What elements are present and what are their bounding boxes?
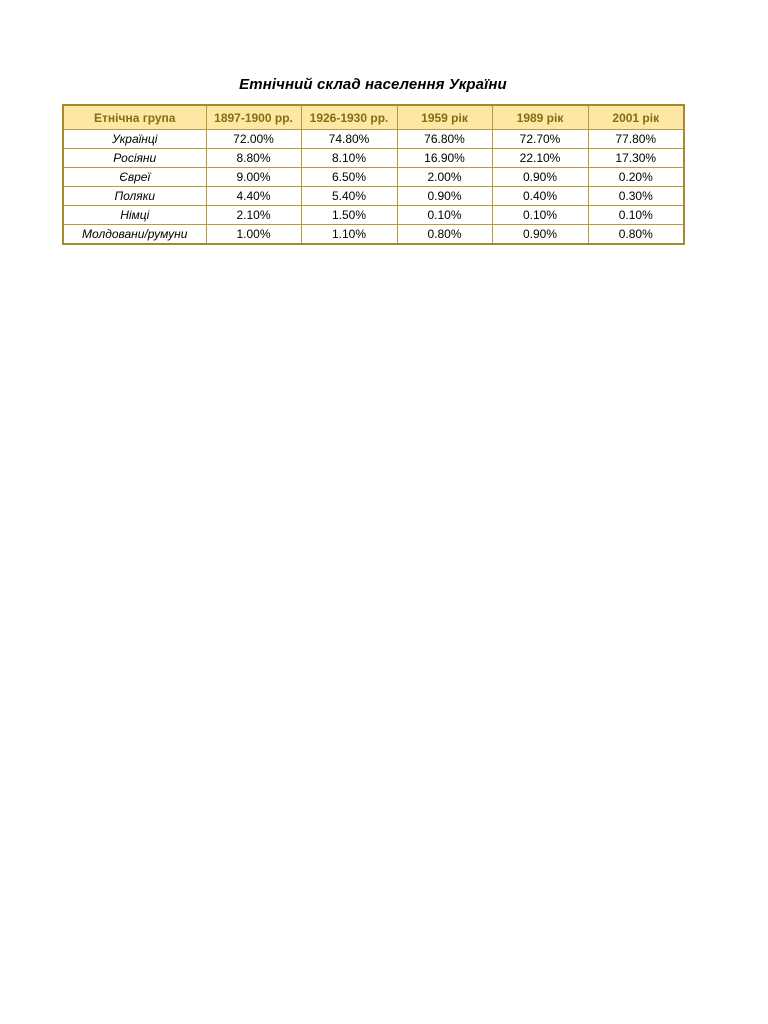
table-cell: 72.00% <box>206 130 301 149</box>
table-cell: 1.00% <box>206 225 301 245</box>
table-cell: 9.00% <box>206 168 301 187</box>
row-label: Українці <box>63 130 206 149</box>
table-row <box>63 130 684 149</box>
table-cell: 0.40% <box>492 187 588 206</box>
table-cell: 0.10% <box>492 206 588 225</box>
column-header: 2001 рік <box>588 105 684 130</box>
table-cell: 76.80% <box>397 130 492 149</box>
column-header: 1989 рік <box>492 105 588 130</box>
ethnic-composition-table <box>62 104 685 245</box>
row-label: Євреї <box>63 168 206 187</box>
column-header: 1897-1900 рр. <box>206 105 301 130</box>
table-row <box>63 149 684 168</box>
table-cell: 0.30% <box>588 187 684 206</box>
table-cell: 5.40% <box>301 187 397 206</box>
row-label: Поляки <box>63 187 206 206</box>
table-row <box>63 187 684 206</box>
table-cell: 8.10% <box>301 149 397 168</box>
table-cell: 16.90% <box>397 149 492 168</box>
table-row <box>63 206 684 225</box>
table-cell: 6.50% <box>301 168 397 187</box>
row-label: Німці <box>63 206 206 225</box>
row-label: Росіяни <box>63 149 206 168</box>
table-cell: 72.70% <box>492 130 588 149</box>
column-header-group: Етнічна група <box>63 105 206 130</box>
table-cell: 0.80% <box>397 225 492 245</box>
table-header-row <box>63 105 684 130</box>
table-cell: 0.20% <box>588 168 684 187</box>
table-cell: 2.10% <box>206 206 301 225</box>
column-header: 1959 рік <box>397 105 492 130</box>
table-row <box>63 168 684 187</box>
table-cell: 0.10% <box>588 206 684 225</box>
table-cell: 0.80% <box>588 225 684 245</box>
table-cell: 8.80% <box>206 149 301 168</box>
table-row <box>63 225 684 245</box>
table-cell: 1.50% <box>301 206 397 225</box>
table-cell: 0.10% <box>397 206 492 225</box>
table-cell: 77.80% <box>588 130 684 149</box>
table-cell: 0.90% <box>492 225 588 245</box>
table-cell: 22.10% <box>492 149 588 168</box>
table-cell: 0.90% <box>397 187 492 206</box>
table-cell: 1.10% <box>301 225 397 245</box>
table-cell: 74.80% <box>301 130 397 149</box>
table-cell: 0.90% <box>492 168 588 187</box>
document-title: Етнічний склад населення України <box>239 76 507 93</box>
table-cell: 4.40% <box>206 187 301 206</box>
table-cell: 17.30% <box>588 149 684 168</box>
row-label: Молдовани/румуни <box>63 225 206 245</box>
column-header: 1926-1930 рр. <box>301 105 397 130</box>
table-cell: 2.00% <box>397 168 492 187</box>
